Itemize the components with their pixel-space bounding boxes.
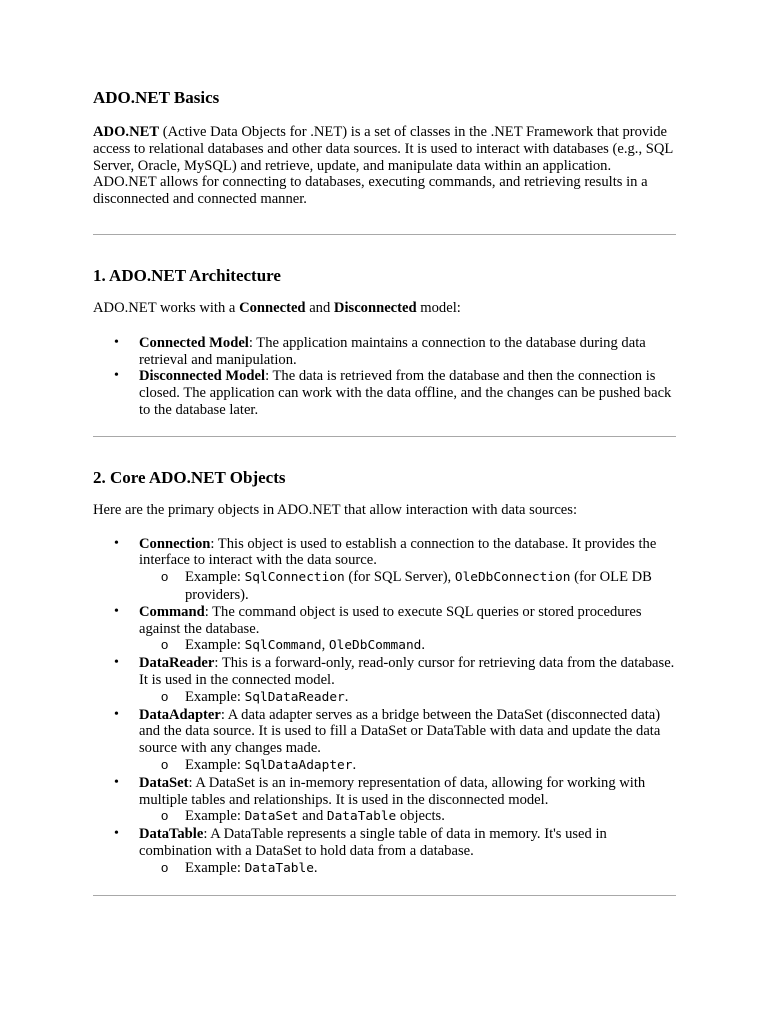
core-lead: Here are the primary objects in ADO.NET that allow interaction with data sources:	[93, 501, 578, 518]
list-item	[93, 655, 676, 706]
example-code: DataTable	[244, 860, 314, 876]
list-item-term: DataSet	[139, 774, 189, 791]
example-item	[139, 808, 676, 826]
list-item-term: Command	[139, 603, 205, 620]
document-content	[93, 88, 676, 896]
list-item	[93, 536, 676, 604]
circle-bullet-icon: o	[161, 859, 169, 875]
example-prefix: Example:	[185, 688, 245, 705]
example-text: .	[352, 756, 357, 773]
example-text: ,	[321, 637, 329, 654]
list-item-term: Disconnected Model	[139, 368, 266, 385]
example-item	[139, 569, 676, 604]
example-code: SqlDataReader	[244, 689, 345, 705]
circle-bullet-icon: o	[161, 569, 169, 585]
list-item-desc: : The data is retrieved from the database and then the connection is closed. The application can work with the data offline, and the changes can be pushed back to the database later.	[139, 368, 672, 418]
example-item	[139, 689, 676, 707]
example-list	[139, 860, 676, 878]
example-suffix: .	[421, 637, 426, 654]
circle-bullet-icon: o	[161, 688, 169, 704]
example-code: SqlCommand	[244, 638, 322, 654]
bullet-icon: •	[114, 334, 119, 350]
list-item-desc: : A DataTable represents a single table of data in memory. It's used in combination with a DataSet to hold data from a database.	[139, 826, 607, 859]
list-item	[93, 826, 676, 877]
list-item	[93, 368, 676, 418]
architecture-list	[93, 335, 676, 419]
bullet-icon: •	[114, 826, 119, 842]
example-text: .	[344, 688, 349, 705]
list-item-term: DataTable	[139, 826, 204, 843]
section-divider-2	[93, 436, 676, 437]
bullet-icon: •	[114, 774, 119, 790]
example-list	[139, 757, 676, 775]
example-item	[139, 757, 676, 775]
architecture-lead-text-3: model:	[416, 299, 461, 316]
example-text: and	[298, 808, 327, 825]
list-item-desc: : This is a forward-only, read-only cursor for retrieving data from the database. It is used in the connected model.	[139, 655, 675, 688]
section-divider-3	[93, 895, 676, 896]
example-prefix: Example:	[185, 756, 245, 773]
architecture-lead-disconnected: Disconnected	[333, 299, 417, 316]
example-prefix: Example:	[185, 859, 245, 876]
example-text: (for SQL Server),	[344, 569, 455, 586]
bullet-icon: •	[114, 535, 119, 551]
list-item-term: DataReader	[139, 655, 215, 672]
example-text: .	[313, 859, 318, 876]
circle-bullet-icon: o	[161, 808, 169, 824]
circle-bullet-icon: o	[161, 756, 169, 772]
example-item	[139, 637, 676, 655]
bullet-icon: •	[114, 368, 119, 384]
intro-text: (Active Data Objects for .NET) is a set of classes in the .NET Framework that provide access to relational databases and other data sources. It is used to interact with databases (e.g., SQL Server, Oracle, MySQL) and retrieve, update, and manipulate data within an application. ADO.NET allows for connecting to databases, executing commands, and retrieving results in a disconnected and connected manner.	[93, 124, 673, 208]
list-item-term: DataAdapter	[139, 706, 221, 723]
list-item-term: Connection	[139, 535, 211, 552]
list-item-desc: : The application maintains a connection to the database during data retrieval and manipulation.	[139, 334, 646, 368]
list-item-desc: : A data adapter serves as a bridge between the DataSet (disconnected data) and the data source. It is used to fill a DataSet or DataTable with data and update the data source with any changes made.	[139, 706, 661, 757]
list-item-desc: : A DataSet is an in-memory representation of data, allowing for working with multiple tables and relationships. It is used in the disconnected model.	[139, 774, 646, 808]
bullet-icon: •	[114, 603, 119, 619]
example-list	[139, 569, 676, 604]
example-code: OleDbConnection	[454, 570, 571, 586]
example-suffix: (for OLE DB providers).	[185, 569, 652, 603]
example-prefix: Example:	[185, 569, 245, 586]
example-list	[139, 637, 676, 655]
example-item	[139, 860, 676, 878]
example-code: DataSet	[244, 809, 299, 825]
example-suffix: objects.	[396, 808, 445, 825]
example-code: SqlConnection	[244, 570, 345, 586]
example-code: OleDbCommand	[328, 638, 422, 654]
bullet-icon: •	[114, 655, 119, 671]
list-item	[93, 604, 676, 655]
example-code: DataTable	[326, 809, 397, 825]
section-divider-1	[93, 234, 676, 235]
architecture-lead-text-1: ADO.NET works with a	[93, 299, 240, 316]
circle-bullet-icon: o	[161, 637, 169, 653]
section-title-architecture: 1. ADO.NET Architecture	[93, 265, 281, 285]
architecture-lead	[93, 300, 676, 317]
list-item	[93, 775, 676, 826]
list-item-term: Connected Model	[139, 334, 249, 351]
example-prefix: Example:	[185, 808, 245, 825]
architecture-lead-connected: Connected	[239, 299, 306, 316]
list-item-desc: : The command object is used to execute SQL queries or stored procedures against the database.	[139, 603, 642, 637]
intro-term: ADO.NET	[93, 124, 160, 140]
example-list	[139, 689, 676, 707]
list-item	[93, 707, 676, 775]
intro-paragraph	[93, 124, 676, 208]
example-prefix: Example:	[185, 637, 245, 654]
example-code: SqlDataAdapter	[244, 757, 353, 773]
list-item-desc: : This object is used to establish a connection to the database. It provides the interface to interact with the data source.	[139, 535, 657, 569]
example-list	[139, 808, 676, 826]
page-title: ADO.NET Basics	[93, 88, 220, 107]
bullet-icon: •	[114, 706, 119, 722]
list-item	[93, 335, 676, 369]
architecture-lead-text-2: and	[305, 299, 334, 316]
core-objects-list	[93, 536, 676, 878]
section-title-core-objects: 2. Core ADO.NET Objects	[93, 467, 286, 487]
